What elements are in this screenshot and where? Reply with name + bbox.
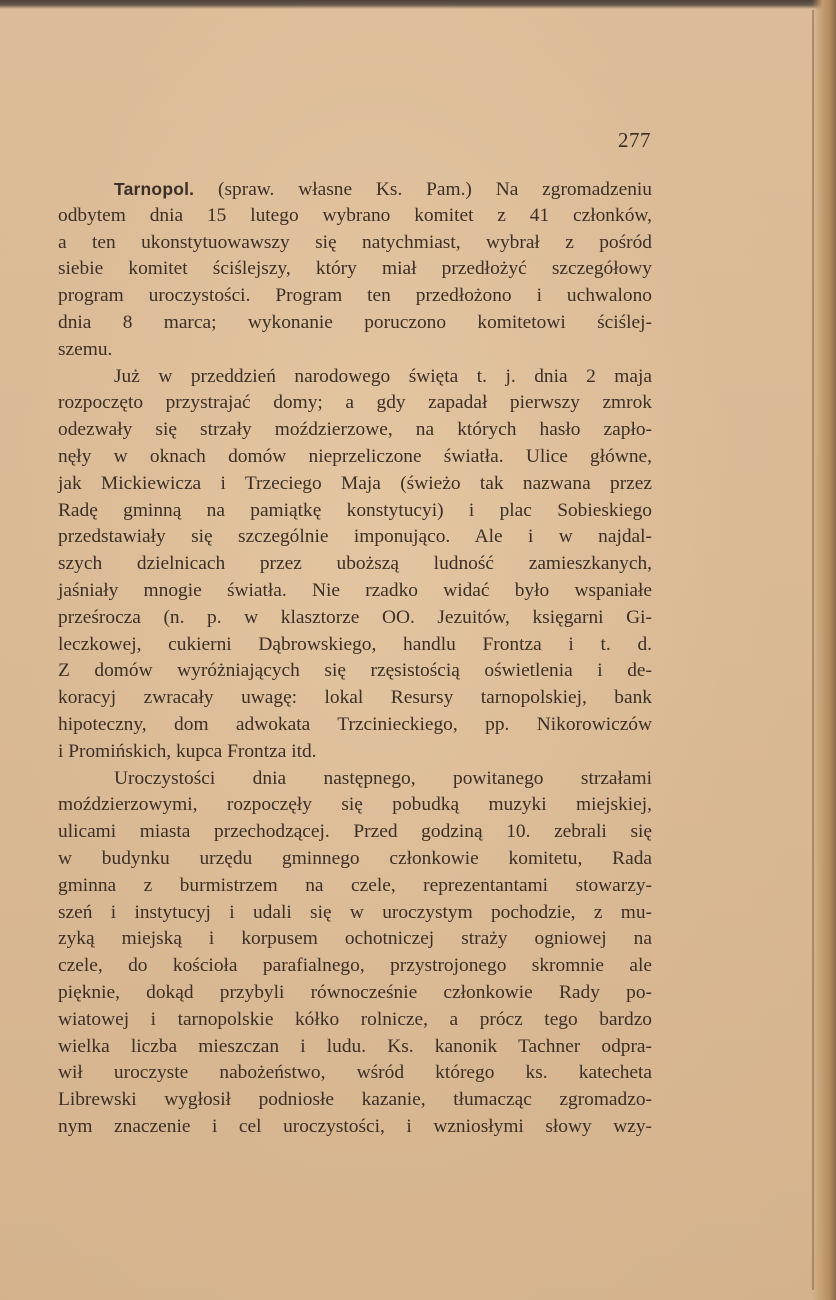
text-line: leczkowej, cukierni Dąbrowskiego, handlu Frontza i t. d. — [58, 633, 652, 655]
text-line: program uroczystości. Program ten przedłożono i uchwalono — [58, 285, 652, 307]
text-line: prześrocza (n. p. w klasztorze OO. Jezuitów, księgarni Gi- — [58, 606, 652, 628]
text-line-rest: (spraw. własne Ks. Pam.) Na zgromadzeniu — [218, 179, 652, 200]
text-line: nęły w oknach domów nieprzeliczone światła. Ulice główne, — [58, 445, 652, 467]
body-text — [58, 176, 652, 1141]
text-line: a ten ukonstytuowawszy się natychmiast, wybrał z pośród — [58, 231, 652, 253]
text-line: odezwały się strzały moździerzowe, na których hasło zapło- — [58, 419, 652, 441]
text-line: hipoteczny, dom adwokata Trzcinieckiego, pp. Nikorowiczów — [58, 713, 652, 735]
text-line: jak Mickiewicza i Trzeciego Maja (świeżo tak nazwana przez — [58, 472, 652, 494]
text-line: czele, do kościoła parafialnego, przystrojonego skromnie ale — [58, 955, 652, 977]
text-line: szych dzielnicach przez uboższą ludność zamieszkanych, — [58, 553, 652, 575]
page-binding-line — [812, 10, 814, 1290]
text-line: Uroczystości dnia następnego, powitanego strzałami — [114, 767, 652, 789]
text-line: siebie komitet ściślejszy, który miał przedłożyć szczegółowy — [58, 258, 652, 280]
text-line: pięknie, dokąd przybyli równocześnie członkowie Rady po- — [58, 981, 652, 1003]
text-line: wielka liczba mieszczan i ludu. Ks. kanonik Tachner odpra- — [58, 1035, 652, 1057]
text-line: i Promińskich, kupca Frontza itd. — [58, 740, 317, 762]
text-line: odbytem dnia 15 lutego wybrano komitet z 41 członków, — [58, 204, 652, 226]
text-line: zyką miejską i korpusem ochotniczej straży ogniowej na — [58, 928, 652, 950]
text-line: szemu. — [58, 338, 113, 360]
text-line: Z domów wyróżniających się rzęsistością oświetlenia i de- — [58, 660, 652, 682]
text-line: dnia 8 marca; wykonanie poruczono komitetowi ściślej- — [58, 311, 652, 333]
text-line: przedstawiały się szczególnie imponująco. Ale i w najdal- — [58, 526, 652, 548]
text-line — [58, 176, 652, 203]
page-number: 277 — [618, 128, 651, 152]
text-line: Librewski wygłosił podniosłe kazanie, tłumacząc zgromadzo- — [58, 1089, 652, 1111]
text-line: rozpoczęto przystrajać domy; a gdy zapadał pierwszy zmrok — [58, 392, 652, 414]
page-right-edge — [812, 0, 836, 1300]
text-line: Radę gminną na pamiątkę konstytucyi) i plac Sobieskiego — [58, 499, 652, 521]
page-top-edge — [0, 0, 836, 9]
text-line: szeń i instytucyj i udali się w uroczystym pochodzie, z mu- — [58, 901, 652, 923]
text-line: gminna z burmistrzem na czele, reprezentantami stowarzy- — [58, 874, 652, 896]
text-line: jaśniały mnogie światła. Nie rzadko widać było wspaniałe — [58, 579, 652, 601]
text-line: ulicami miasta przechodzącej. Przed godziną 10. zebrali się — [58, 821, 652, 843]
text-line: wiatowej i tarnopolskie kółko rolnicze, a prócz tego bardzo — [58, 1008, 652, 1030]
text-line: koracyj zwracały uwagę: lokal Resursy tarnopolskiej, bank — [58, 687, 652, 709]
text-line: moździerzowymi, rozpoczęły się pobudką muzyki miejskiej, — [58, 794, 652, 816]
text-line: wił uroczyste nabożeństwo, wśród którego ks. katecheta — [58, 1062, 652, 1084]
section-heading: Tarnopol. — [114, 179, 195, 199]
text-line: Już w przeddzień narodowego święta t. j. dnia 2 maja — [114, 365, 652, 387]
text-line: nym znaczenie i cel uroczystości, i wzniosłymi słowy wzy- — [58, 1115, 652, 1137]
text-line: w budynku urzędu gminnego członkowie komitetu, Rada — [58, 847, 652, 869]
